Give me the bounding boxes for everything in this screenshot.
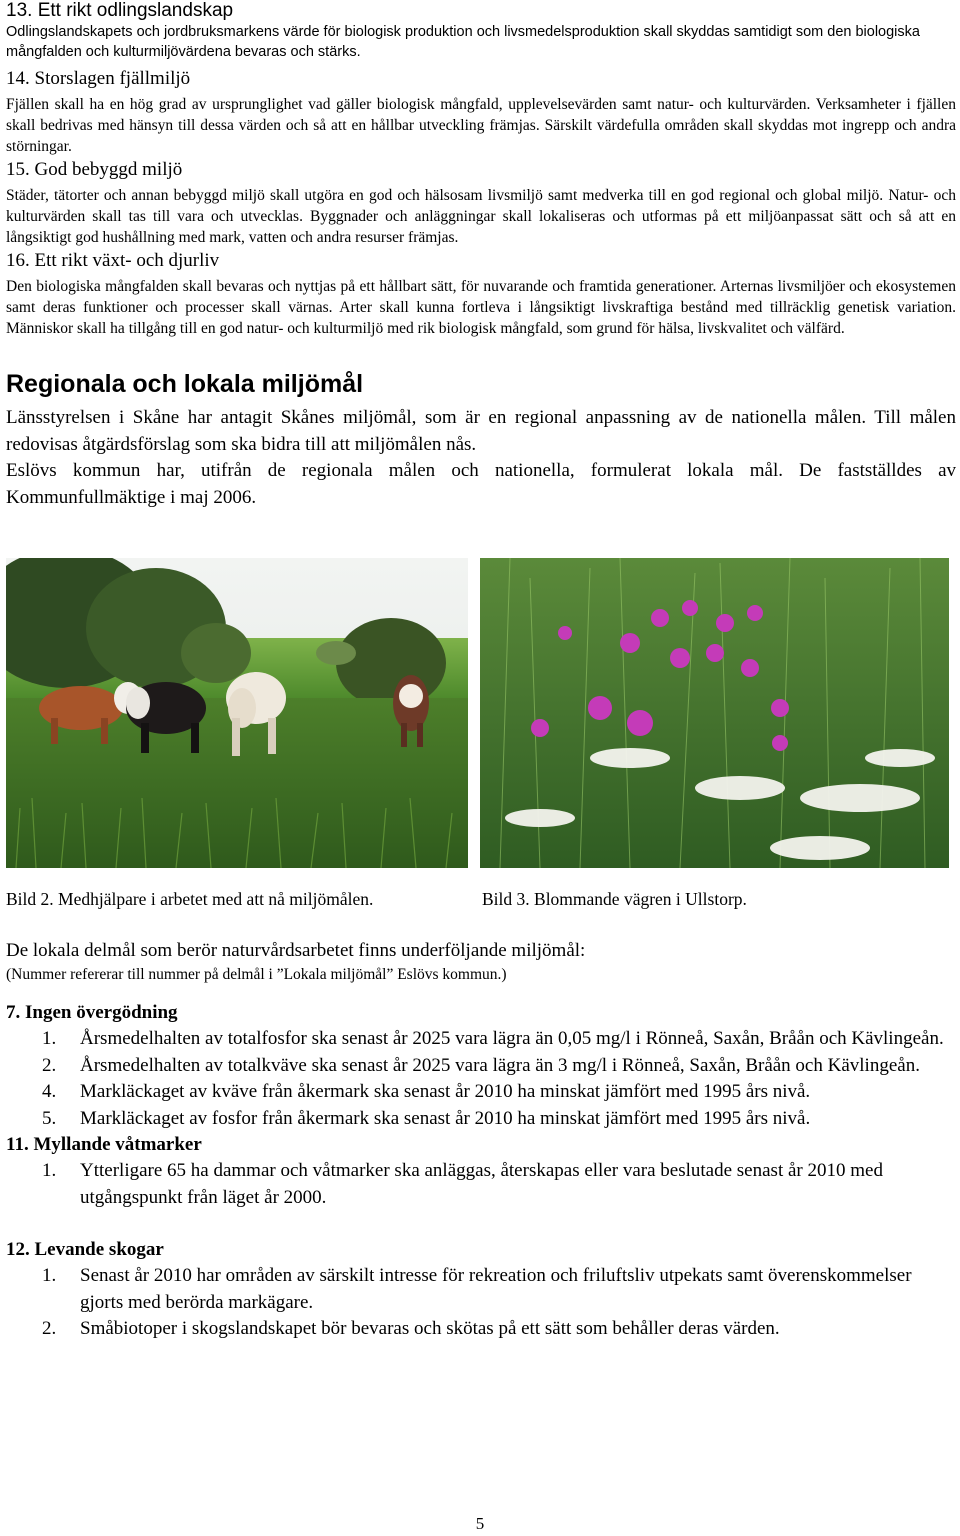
section-13 (6, 0, 956, 62)
section-15-title: 15. God bebyggd miljö (6, 159, 183, 180)
local-goals-section (6, 938, 956, 1343)
local-goals-intro: De lokala delmål som berör naturvårdsarbetet finns underföljande miljömål: (6, 940, 586, 961)
caption-bild-3: Bild 3. Blommande vägren i Ullstorp. (482, 889, 747, 909)
goal-7-item (6, 1079, 956, 1106)
photo-row (6, 558, 956, 868)
section-15 (6, 159, 956, 248)
goal-11-item (6, 1158, 956, 1211)
regional-paragraph-2: Eslövs kommun har, utifrån de regionala målen och nationella, formulerat lokala mål. De fastställdes av Kommunfullmäktige i maj 2006. (6, 460, 956, 508)
item-number: 5. (42, 1107, 57, 1129)
goal-11-list (6, 1158, 956, 1211)
page-number: 5 (475, 1514, 485, 1533)
item-number: 1. (42, 1160, 57, 1181)
item-number: 1. (42, 1028, 57, 1049)
section-13-body: Odlingslandskapets och jordbruksmarkens värde för biologisk produktion och livsmedelsproduktion skall skyddas samtidigt som den biologiska mångfalden och kulturmiljövärdena bevaras och stärks. (6, 24, 920, 60)
item-number: 4. (42, 1081, 57, 1102)
goal-7-title: 7. Ingen övergödning (6, 1002, 178, 1023)
section-15-body: Städer, tätorter och annan bebyggd miljö skall utgöra en god och hälsosam livsmiljö samt medverka till en god regional och global miljö. Natur- och kulturvärden skall tas till vara och utvecklas. Byggnader och anläggningar skall lokaliseras och utformas på ett miljöanpassat sätt och så att en långsiktigt god hushållning med mark, vatten och andra resurser främjas. (6, 187, 956, 246)
section-13-title: 13. Ett rikt odlingslandskap (6, 0, 234, 21)
goal-7-list (6, 1026, 956, 1132)
goal-12-item (6, 1263, 956, 1316)
section-16-body: Den biologiska mångfalden skall bevaras och nyttjas på ett hållbart sätt, för nuvarande och framtida generationer. Arternas livsmiljöer och ekosystemen samt deras funktioner och processer skall värnas. Arter skall kunna fortleva i långsiktigt livskraftiga bestånd med tillräcklig genetisk variation. Människor skall ha tillgång till en god natur- och kulturmiljö med rik biologisk mångfald, som grund för hälsa, livskvalitet och välfärd. (6, 278, 956, 337)
photo-cows-in-meadow (6, 558, 468, 868)
goal-12-item (6, 1316, 956, 1343)
item-number: 2. (42, 1054, 57, 1076)
goal-11-title: 11. Myllande våtmarker (6, 1134, 202, 1155)
section-16 (6, 250, 956, 339)
item-text: Senast år 2010 har områden av särskilt intresse för rekreation och friluftsliv utpekats samt överenskommelser gjorts med berörda markägare. (80, 1265, 912, 1313)
regional-heading: Regionala och lokala miljömål (6, 370, 364, 398)
goal-12-list (6, 1263, 956, 1343)
caption-bild-2: Bild 2. Medhjälpare i arbetet med att nå miljömålen. (6, 889, 374, 909)
photo-flowering-verge (480, 558, 949, 868)
document-page (6, 0, 956, 1339)
item-number: 1. (42, 1265, 57, 1286)
item-text: Markläckaget av kväve från åkermark ska senast år 2010 ha minskat jämfört med 1995 års nivå. (80, 1081, 811, 1102)
section-16-title: 16. Ett rikt växt- och djurliv (6, 250, 220, 271)
goal-12-title: 12. Levande skogar (6, 1239, 164, 1260)
item-text: Markläckaget av fosfor från åkermark ska senast år 2010 ha minskat jämfört med 1995 års nivå. (80, 1107, 811, 1129)
goal-7-item (6, 1053, 956, 1080)
item-number: 2. (42, 1318, 57, 1339)
item-text: Småbiotoper i skogslandskapet bör bevaras och skötas på ett sätt som behåller deras värden. (80, 1318, 780, 1339)
section-14 (6, 68, 956, 157)
regional-paragraph-1: Länsstyrelsen i Skåne har antagit Skånes miljömål, som är en regional anpassning av de nationella målen. Till målen redovisas åtgärdsförslag som ska bidra till att miljömålen nås. (6, 407, 956, 455)
section-14-title: 14. Storslagen fjällmiljö (6, 68, 191, 89)
local-goals-note: (Nummer refererar till nummer på delmål i ”Lokala miljömål” Eslövs kommun.) (6, 966, 507, 983)
goal-7-item (6, 1106, 956, 1133)
item-text: Ytterligare 65 ha dammar och våtmarker ska anläggas, återskapas eller vara beslutade senast år 2010 med utgångspunkt från läget år 2000. (80, 1160, 883, 1208)
item-text: Årsmedelhalten av totalfosfor ska senast år 2025 vara lägra än 0,05 mg/l i Rönneå, Saxån, Bråån och Kävlingeån. (80, 1028, 944, 1049)
item-text: Årsmedelhalten av totalkväve ska senast år 2025 vara lägra än 3 mg/l i Rönneå, Saxån, Bråån och Kävlingeån. (80, 1054, 920, 1076)
goal-7-item (6, 1026, 956, 1053)
section-14-body: Fjällen skall ha en hög grad av ursprunglighet vad gäller biologisk mångfald, upplevelsevärden samt natur- och kulturvärden. Verksamheter i fjällen skall bedrivas med hänsyn till dessa värden och så att en hållbar utveckling främjas. Särskilt värdefulla områden skall skyddas mot ingrepp och andra störningar. (6, 96, 956, 155)
